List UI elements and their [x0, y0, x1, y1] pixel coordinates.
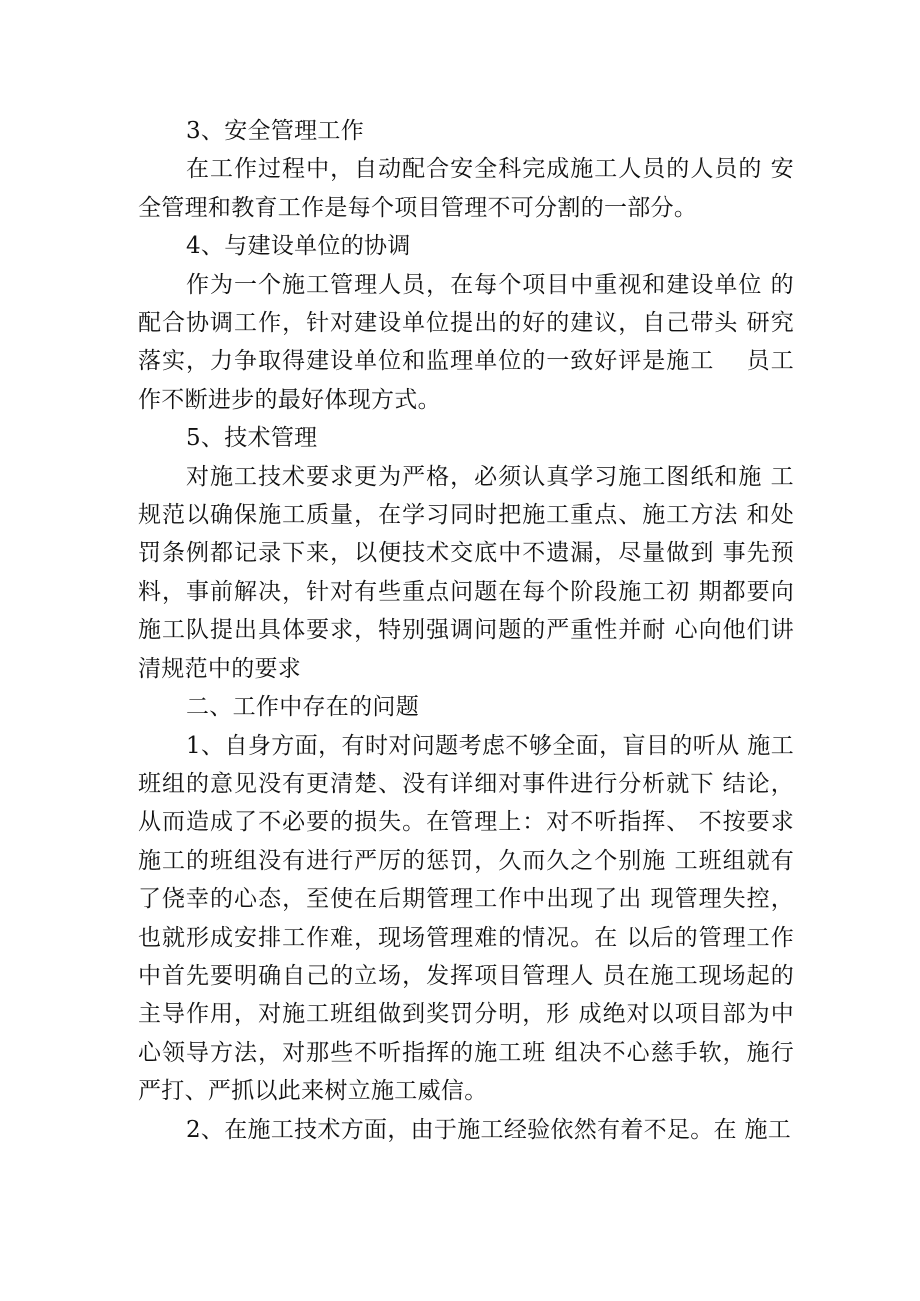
- heading-coordination: 4、与建设单位的协调: [186, 233, 411, 260]
- paragraph-technical-aspect: 2、在施工技术方面，由于施工经验依然有着不足。在 施工: [186, 1116, 792, 1143]
- heading-technical-management: 5、技术管理: [186, 425, 318, 452]
- paragraph-safety-management: 在工作过程中，自动配合安全科完成施工人员的人员的 安全管理和教育工作是每个项目管理不可分割的一部分。: [138, 156, 794, 221]
- paragraph-self-aspect: 1、自身方面，有时对问题考虑不够全面，盲目的听从 施工班组的意见没有更清楚、没有详细对事件进行分析就下 结论，从而造成了不必要的损失。在管理上：对不听指挥、 不按要求施工的班组没有进行严厉的惩罚，久而久之个别施 工班组就有了侥幸的心态，至使在后期管理工作中出现了出 现管理失控，也就形成安排工作难，现场管理难的情况。在 以后的管理工作中首先要明确自己的立场，发挥项目管理人 员在施工现场起的主导作用，对施工班组做到奖罚分明，形 成绝对以项目部为中心领导方法，对那些不听指挥的施工班 组决不心慈手软，施行严打、严抓以此来树立施工威信。: [138, 732, 794, 1105]
- heading-safety-management: 3、安全管理工作: [186, 118, 365, 144]
- paragraph-technical-management: 对施工技术要求更为严格，必须认真学习施工图纸和施 工规范以确保施工质量，在学习同时把施工重点、施工方法 和处罚条例都记录下来，以便技术交底中不遗漏，尽量做到 事先预料，事前解决，针对有些重点问题在每个阶段施工初 期都要向施工队提出具体要求，特别强调问题的严重性并耐 心向他们讲清规范中的要求: [138, 463, 794, 682]
- heading-existing-problems: 二、工作中存在的问题: [186, 694, 419, 721]
- document-body: [138, 112, 794, 1149]
- paragraph-coordination: 作为一个施工管理人员，在每个项目中重视和建设单位 的配合协调工作，针对建设单位提出的好的建议，自己带头 研究落实，力争取得建设单位和监理单位的一致好评是施工 员工作不断进步的最好体现方式。: [138, 271, 794, 413]
